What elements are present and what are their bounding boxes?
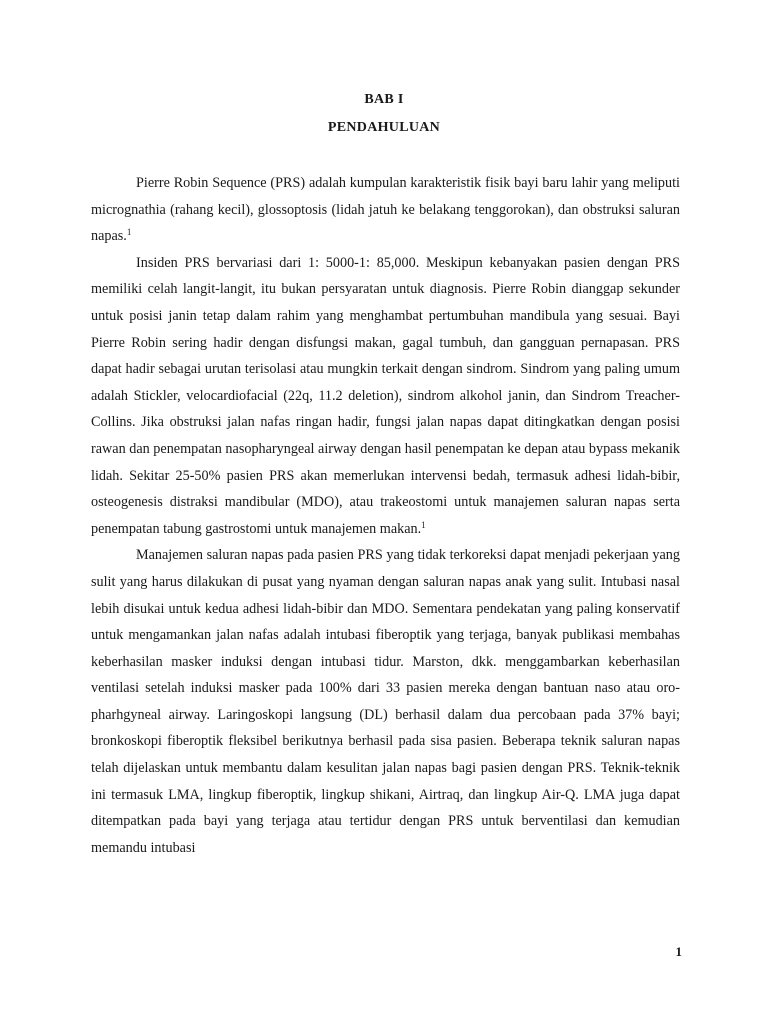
chapter-title: PENDAHULUAN	[327, 120, 441, 135]
paragraph-text: Insiden PRS bervariasi dari 1: 5000-1: 85,000. Meskipun kebanyakan pasien dengan PRS memiliki celah langit-langit, itu bukan persyaratan untuk diagnosis. Pierre Robin dianggap sekunder untuk posisi janin tetap dalam rahim yang menghambat pertumbuhan mandibula yang sesuai. Bayi Pierre Robin sering hadir dengan disfungsi makan, gagal tumbuh, dan gangguan pernapasan. PRS dapat hadir sebagai urutan terisolasi atau mungkin terkait dengan sindrom. Sindrom yang paling umum adalah Stickler, velocardiofacial (22q, 11.2 deletion), sindrom alkohol janin, dan Sindrom Treacher-Collins. Jika obstruksi jalan nafas ringan hadir, fungsi jalan napas dapat ditingkatkan dengan posisi rawan dan penempatan nasopharyngeal airway dengan hasil penempatan ke depan atau bypass mekanik lidah. Sekitar 25-50% pasien PRS akan memerlukan intervensi bedah, termasuk adhesi lidah-bibir, osteogenesis distraksi mandibular (MDO), atau trakeostomi untuk manajemen saluran napas serta penempatan tabung gastrostomi untuk manajemen makan.	[91, 254, 680, 537]
footnote-ref: 1	[421, 519, 426, 530]
paragraph-text: Pierre Robin Sequence (PRS) adalah kumpulan karakteristik fisik bayi baru lahir yang meliputi micrognathia (rahang kecil), glossoptosis (lidah jatuh ke belakang tenggorokan), dan obstruksi saluran napas.	[91, 175, 680, 245]
chapter-number: BAB I	[364, 92, 404, 107]
body-text	[91, 170, 680, 861]
paragraph-3	[91, 542, 680, 861]
paragraph-text: Manajemen saluran napas pada pasien PRS yang tidak terkoreksi dapat menjadi pekerjaan yang sulit yang harus dilakukan di pusat yang nyaman dengan saluran napas anak yang sulit. Intubasi nasal lebih disukai untuk kedua adhesi lidah-bibir dan MDO. Sementara pendekatan yang paling konservatif untuk mengamankan jalan nafas adalah intubasi fiberoptik yang terjaga, banyak publikasi membahas keberhasilan masker induksi dengan intubasi tidur. Marston, dkk. menggambarkan keberhasilan ventilasi setelah induksi masker pada 100% dari 33 pasien mereka dengan bantuan naso atau oro-pharhgyneal airway. Laringoskopi langsung (DL) berhasil dalam dua percobaan pada 37% bayi; bronkoskopi fiberoptik fleksibel berikutnya berhasil pada sisa pasien. Beberapa teknik saluran napas telah dijelaskan untuk membantu dalam kesulitan jalan napas bagi pasien dengan PRS. Teknik-teknik ini termasuk LMA, lingkup fiberoptik, lingkup shikani, Airtraq, dan lingkup Air-Q. LMA juga dapat ditempatkan pada bayi yang terjaga atau tertidur dengan PRS untuk berventilasi dan kemudian memandu intubasi	[91, 547, 680, 856]
paragraph-1	[91, 170, 680, 250]
footnote-ref: 1	[126, 227, 132, 238]
page-number: 1	[675, 944, 682, 959]
paragraph-2	[91, 250, 680, 543]
